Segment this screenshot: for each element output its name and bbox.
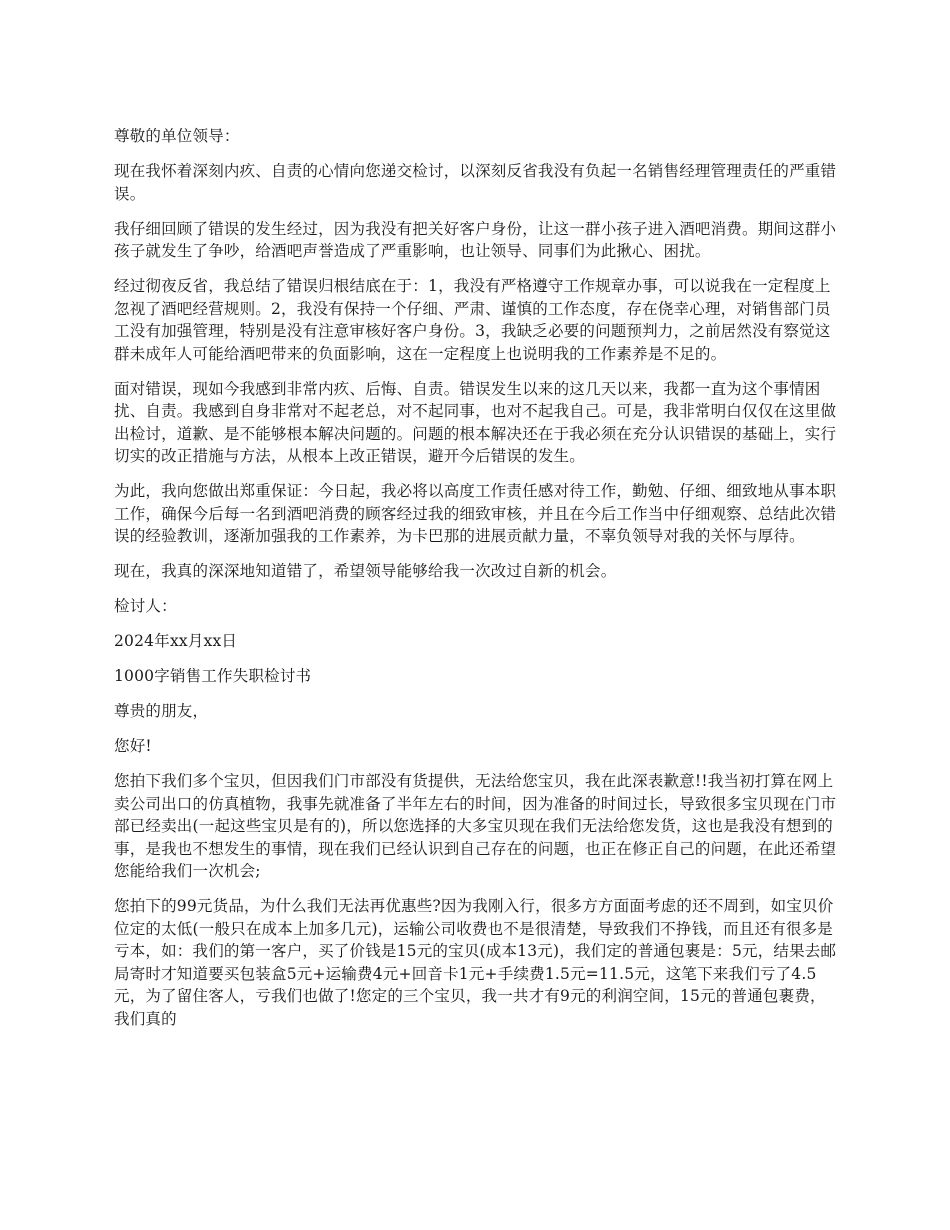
paragraph: 经过彻夜反省，我总结了错误归根结底在于：1，我没有严格遵守工作规章办事，可以说我在一定程度上忽视了酒吧经营规则。2，我没有保持一个仔细、严肃、谨慎的工作态度，存在侥幸心理，对销售部门员工没有加强管理，特别是没有注意审核好客户身份。3，我缺乏必要的问题预判力，之前居然没有察觉这群未成年人可能给酒吧带来的负面影响，这在一定程度上也说明我的工作素养是不足的。: [114, 277, 831, 363]
greeting: 您好!: [114, 737, 152, 755]
paragraph: 面对错误，现如今我感到非常内疚、后悔、自责。错误发生以来的这几天以来，我都一直为这个事情困扰、自责。我感到自身非常对不起老总，对不起同事，也对不起我自己。可是，我非常明白仅仅在这里做出检讨，道歉、是不能够根本解决问题的。问题的根本解决还在于我必须在充分认识错误的基础上，实行切实的改正措施与方法，从根本上改正错误，避开今后错误的发生。: [114, 379, 837, 465]
paragraph: 为此，我向您做出郑重保证：今日起，我必将以高度工作责任感对待工作，勤勉、仔细、细致地从事本职工作，确保今后每一名到酒吧消费的顾客经过我的细致审核，并且在今后工作当中仔细观察、总结此次错误的经验教训，逐渐加强我的工作素养，为卡巴那的进展贡献力量，不辜负领导对我的关怀与厚待。: [114, 482, 837, 545]
paragraph: 您拍下的99元货品，为什么我们无法再优惠些?因为我刚入行，很多方方面面考虑的还不周到，如宝贝价位定的太低(一般只在成本上加多几元)，运输公司收费也不是很清楚，导致我们不挣钱，而且还有很多是亏本，如：我们的第一客户，买了价钱是15元的宝贝(成本13元)，我们定的普通包裹是：5元，结果去邮局寄时才知道要买包装盒5元+运输费4元+回音卡1元+手续费1.5元=11.5元，这笔下来我们亏了4.5元，为了留住客人，亏我们也做了!您定的三个宝贝，我一共才有9元的利润空间，15元的普通包裹费，我们真的: [114, 897, 837, 1028]
salutation: 尊贵的朋友，: [114, 702, 209, 720]
salutation: 尊敬的单位领导：: [114, 127, 240, 145]
paragraph: 您拍下我们多个宝贝，但因我们门市部没有货提供，无法给您宝贝，我在此深表歉意!!我当初打算在网上卖公司出口的仿真植物，我事先就准备了半年左右的时间，因为准备的时间过长，导致很多宝贝现在门市部已经卖出(一起这些宝贝是有的)，所以您选择的大多宝贝现在我们无法给您发货，这也是我没有想到的事，是我也不想发生的事情，现在我们已经认识到自己存在的问题，也正在修正自己的问题，在此还希望您能给我们一次机会;: [114, 772, 837, 880]
paragraph: 现在我怀着深刻内疚、自责的心情向您递交检讨，以深刻反省我没有负起一名销售经理管理责任的严重错误。: [114, 162, 837, 203]
document-body: [114, 125, 840, 1043]
paragraph: 现在，我真的深深地知道错了，希望领导能够给我一次改过自新的机会。: [114, 562, 617, 580]
section-title: 1000字销售工作失职检讨书: [114, 667, 312, 685]
paragraph: 我仔细回顾了错误的发生经过，因为我没有把关好客户身份，让这一群小孩子进入酒吧消费。期间这群小孩子就发生了争吵，给酒吧声誉造成了严重影响，也让领导、同事们为此揪心、困扰。: [114, 219, 837, 260]
signature-label: 检讨人：: [114, 597, 177, 615]
date-line: 2024年xx月xx日: [114, 632, 238, 650]
